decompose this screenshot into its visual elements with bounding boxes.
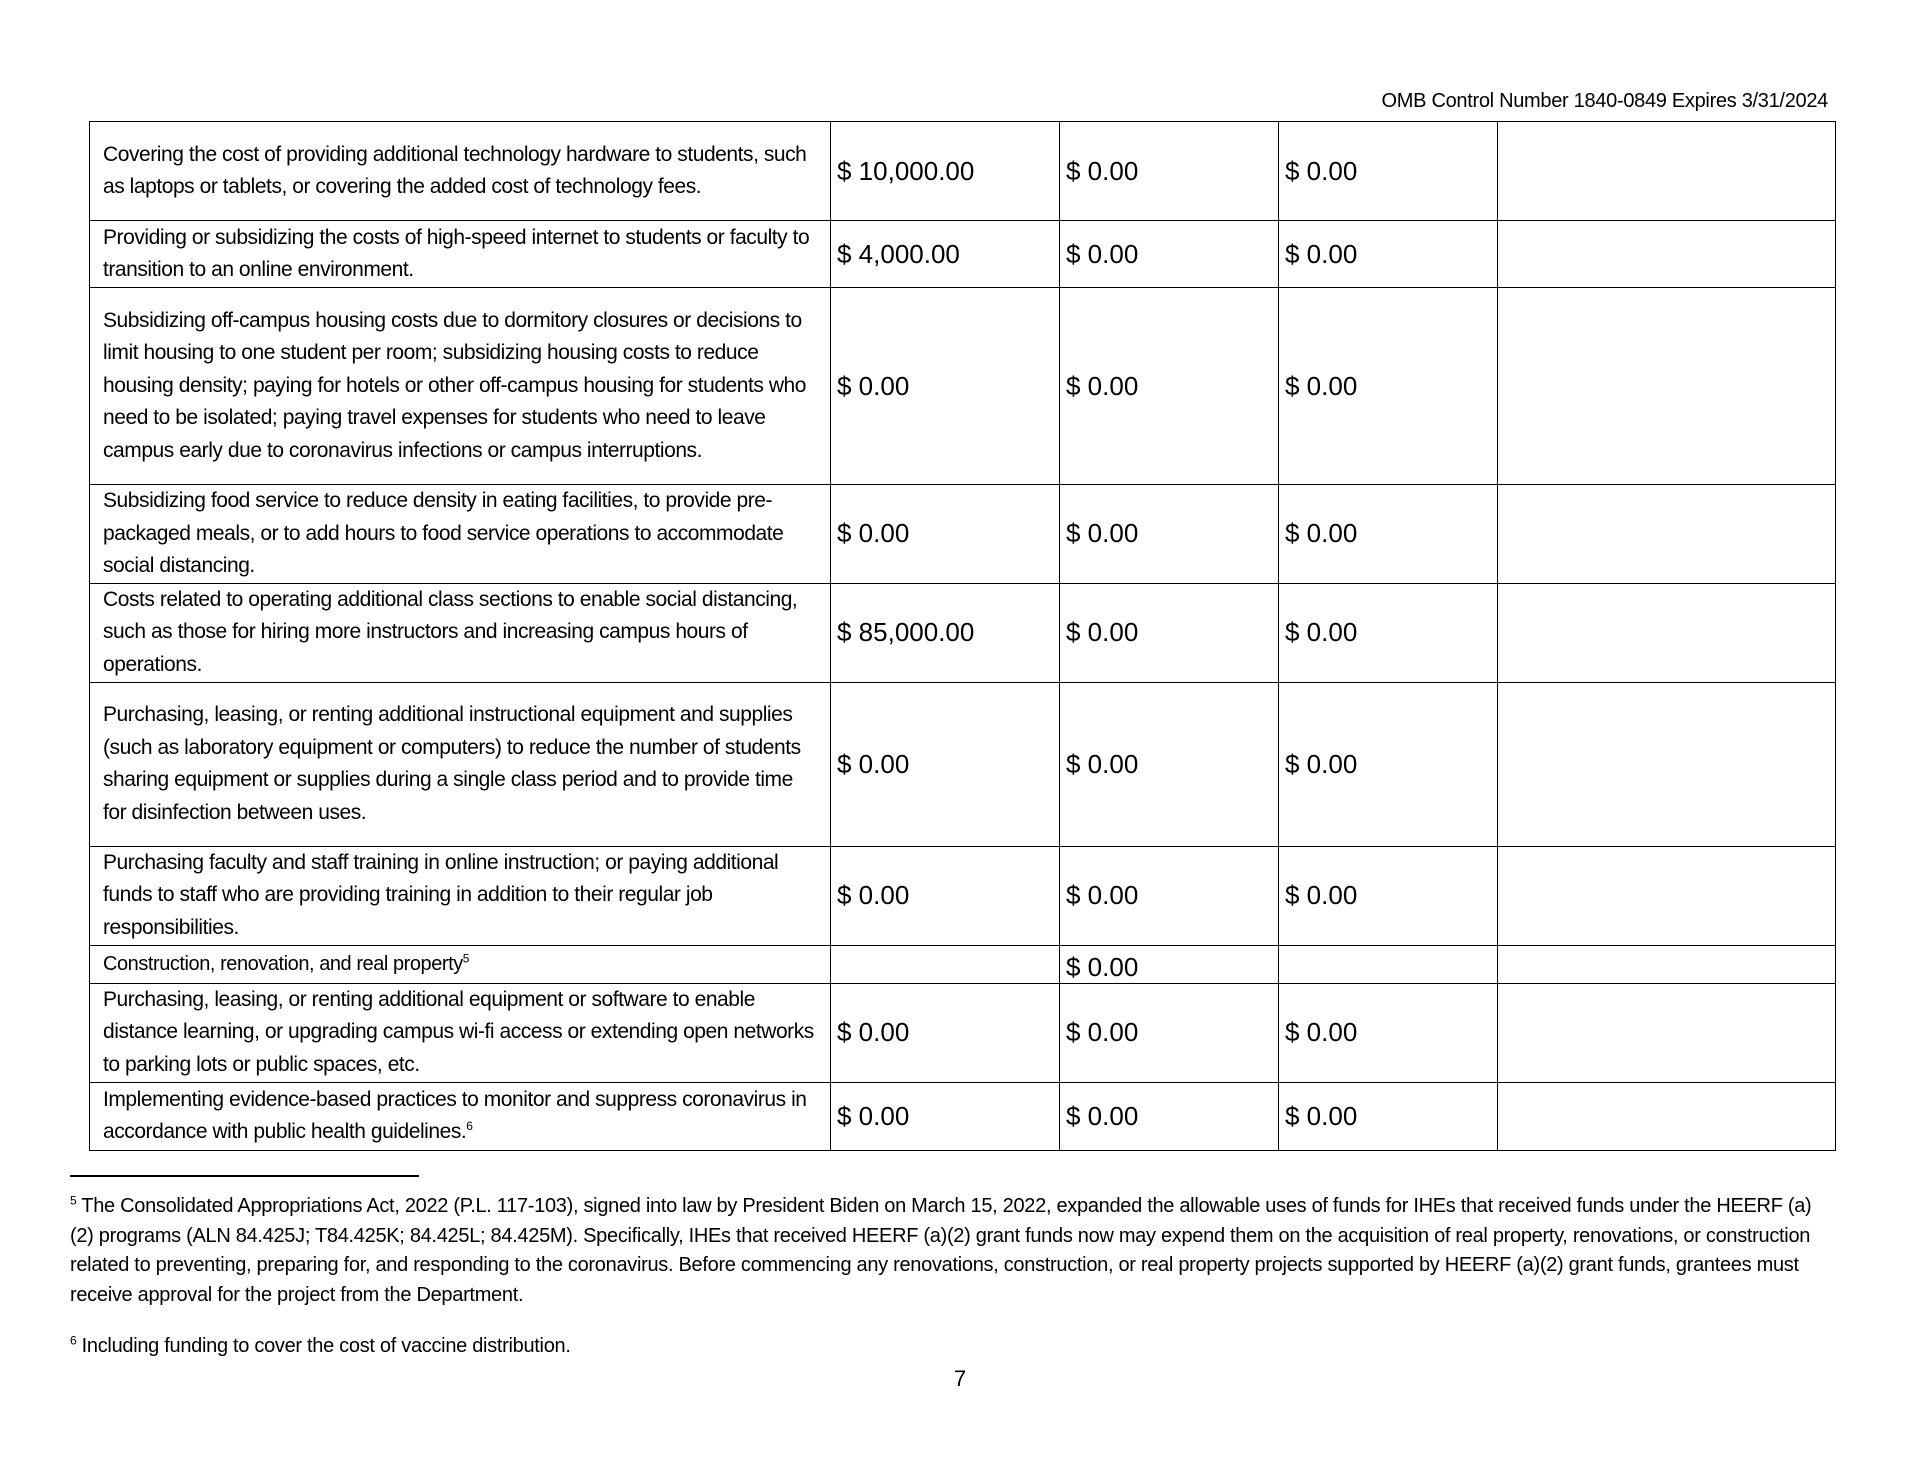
row-description — [90, 1082, 831, 1150]
description-text: Purchasing faculty and staff training in online instruction; or paying additional funds to staff who are providing training in addition to their regular job responsibilities. — [103, 850, 779, 939]
row-description — [90, 288, 831, 485]
amount-cell-c: $ 0.00 — [1279, 485, 1498, 584]
row-description — [90, 221, 831, 288]
amount-cell-c: $ 0.00 — [1279, 1082, 1498, 1150]
footnote-number: 5 — [70, 1193, 77, 1208]
table-row — [90, 945, 1836, 983]
amount-cell-b: $ 0.00 — [1060, 288, 1279, 485]
amount-cell-a: $ 0.00 — [831, 682, 1060, 846]
amount-cell-a: $ 85,000.00 — [831, 583, 1060, 682]
table-row — [90, 1082, 1836, 1150]
amount-cell-d — [1498, 221, 1836, 288]
amount-cell-b: $ 0.00 — [1060, 1082, 1279, 1150]
amount-cell-d — [1498, 122, 1836, 221]
amount-cell-d — [1498, 583, 1836, 682]
amount-cell-b: $ 0.00 — [1060, 945, 1279, 983]
amount-cell-a: $ 0.00 — [831, 485, 1060, 584]
amount-cell-b: $ 0.00 — [1060, 846, 1279, 945]
description-text: Implementing evidence-based practices to monitor and suppress coronavirus in accordance with public health guidelines. — [103, 1087, 807, 1143]
table-row — [90, 221, 1836, 288]
amount-cell-c: $ 0.00 — [1279, 221, 1498, 288]
omb-control-number: OMB Control Number 1840-0849 Expires 3/31/2024 — [1381, 90, 1828, 112]
footnote-6 — [70, 1332, 1830, 1362]
amount-cell-c: $ 0.00 — [1279, 288, 1498, 485]
row-description — [90, 945, 831, 983]
row-description — [90, 122, 831, 221]
amount-cell-b: $ 0.00 — [1060, 583, 1279, 682]
amount-cell-a — [831, 945, 1060, 983]
amount-cell-b: $ 0.00 — [1060, 122, 1279, 221]
amount-cell-b: $ 0.00 — [1060, 221, 1279, 288]
amount-cell-d — [1498, 945, 1836, 983]
description-text: Costs related to operating additional class sections to enable social distancing, such as those for hiring more instructors and increasing campus hours of operations. — [103, 587, 798, 676]
footnote-text: Including funding to cover the cost of vaccine distribution. — [81, 1335, 571, 1357]
amount-cell-a: $ 0.00 — [831, 288, 1060, 485]
footnote-ref: 5 — [462, 951, 469, 966]
description-text: Construction, renovation, and real property — [103, 952, 463, 975]
amount-cell-c: $ 0.00 — [1279, 122, 1498, 221]
amount-cell-a: $ 0.00 — [831, 1082, 1060, 1150]
amount-cell-c: $ 0.00 — [1279, 846, 1498, 945]
amount-cell-c — [1279, 945, 1498, 983]
table-row — [90, 583, 1836, 682]
table-row — [90, 682, 1836, 846]
footnote-5 — [70, 1192, 1830, 1310]
footnote-number: 6 — [70, 1333, 77, 1348]
amount-cell-d — [1498, 983, 1836, 1082]
footnote-divider — [70, 1175, 419, 1177]
amount-cell-c: $ 0.00 — [1279, 682, 1498, 846]
amount-cell-a: $ 0.00 — [831, 983, 1060, 1082]
row-description — [90, 983, 831, 1082]
amount-cell-d — [1498, 288, 1836, 485]
amount-cell-b: $ 0.00 — [1060, 682, 1279, 846]
table-row — [90, 846, 1836, 945]
amount-cell-b: $ 0.00 — [1060, 983, 1279, 1082]
amount-cell-d — [1498, 485, 1836, 584]
table-row — [90, 485, 1836, 584]
footnote-ref: 6 — [466, 1119, 473, 1133]
amount-cell-d — [1498, 846, 1836, 945]
amount-cell-c: $ 0.00 — [1279, 983, 1498, 1082]
amount-cell-d — [1498, 1082, 1836, 1150]
row-description — [90, 682, 831, 846]
table-row — [90, 122, 1836, 221]
row-description — [90, 583, 831, 682]
row-description — [90, 846, 831, 945]
description-text: Purchasing, leasing, or renting additional equipment or software to enable distance learning, or upgrading campus wi-fi access or extending open networks to parking lots or public spaces, etc. — [103, 987, 814, 1076]
amount-cell-a: $ 4,000.00 — [831, 221, 1060, 288]
table-row — [90, 983, 1836, 1082]
page-number: 7 — [953, 1366, 967, 1391]
amount-cell-d — [1498, 682, 1836, 846]
amount-cell-a: $ 10,000.00 — [831, 122, 1060, 221]
footnote-text: The Consolidated Appropriations Act, 2022 (P.L. 117-103), signed into law by President Biden on March 15, 2022, expanded the allowable uses of funds for IHEs that received funds under the HEERF (a)(2) programs (ALN 84.425J; T84.425K; 84.425L; 84.425M). Specifically, IHEs that received HEERF (a)(2) grant funds now may expend them on the acquisition of real property, renovations, or construction related to preventing, preparing for, and responding to the coronavirus. Before commencing any renovations, construction, or real property projects supported by HEERF (a)(2) grant funds, grantees must receive approval for the project from the Department. — [70, 1195, 1812, 1306]
amount-cell-a: $ 0.00 — [831, 846, 1060, 945]
amount-cell-b: $ 0.00 — [1060, 485, 1279, 584]
description-text: Subsidizing off-campus housing costs due to dormitory closures or decisions to limit housing to one student per room; subsidizing housing costs to reduce housing density; paying for hotels or other off-campus housing for students who need to be isolated; paying travel expenses for students who need to leave campus early due to coronavirus infections or campus interruptions. — [103, 308, 806, 462]
row-description — [90, 485, 831, 584]
description-text: Purchasing, leasing, or renting additional instructional equipment and supplies (such as laboratory equipment or computers) to reduce the number of students sharing equipment or supplies during a single class period and to provide time for disinfection between uses. — [103, 703, 801, 824]
description-text: Subsidizing food service to reduce density in eating facilities, to provide pre-packaged meals, or to add hours to food service operations to accommodate social distancing. — [103, 489, 784, 577]
table-row — [90, 288, 1836, 485]
description-text: Covering the cost of providing additional technology hardware to students, such as laptops or tablets, or covering the added cost of technology fees. — [103, 142, 807, 198]
expense-table — [89, 121, 1836, 1151]
amount-cell-c: $ 0.00 — [1279, 583, 1498, 682]
description-text: Providing or subsidizing the costs of high-speed internet to students or faculty to transition to an online environment. — [103, 225, 810, 281]
